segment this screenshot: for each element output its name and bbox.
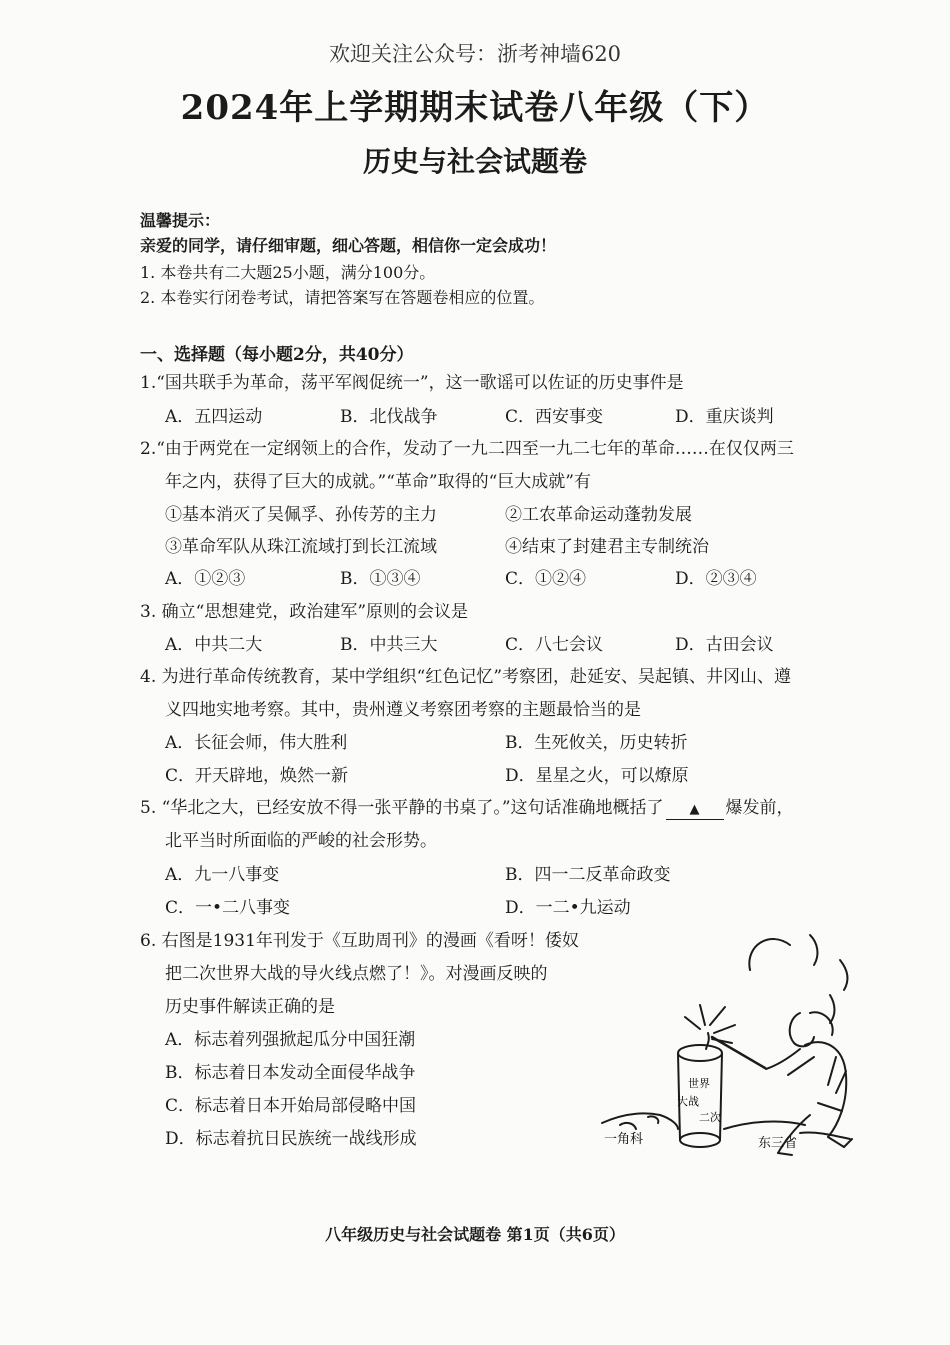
ground-label-left: 一角科: [604, 1132, 644, 1147]
q5-option-b: B．四一二反革命政变: [505, 865, 671, 885]
exam-subtitle: 历史与社会试题卷: [362, 145, 587, 178]
q6-option-c: C．标志着日本开始局部侵略中国: [165, 1096, 417, 1116]
q2-option-b: B．①③④: [340, 569, 421, 589]
q1-option-d: D．重庆谈判: [675, 407, 774, 427]
page-footer: 八年级历史与社会试题卷 第1页（共6页）: [325, 1225, 625, 1244]
q4-option-b: B．生死攸关，历史转折: [505, 733, 688, 753]
firecracker-text-3: 二次: [699, 1111, 721, 1124]
q3-option-d: D．古田会议: [675, 635, 774, 655]
q1-option-b: B．北伐战争: [340, 407, 438, 427]
question-6-stem-line-2: 把二次世界大战的导火线点燃了！》。对漫画反映的: [165, 964, 548, 984]
q6-option-d: D．标志着抗日民族统一战线形成: [165, 1129, 417, 1149]
question-4-stem-line-1: 4. 为进行革命传统教育，某中学组织“红色记忆”考察团，赴延安、吴起镇、井冈山、遵: [140, 667, 792, 687]
question-3-stem: 3. 确立“思想建党，政治建军”原则的会议是: [140, 602, 469, 622]
question-6-stem-line-3: 历史事件解读正确的是: [165, 997, 335, 1017]
answer-blank: ▲: [666, 801, 724, 820]
q4-option-c: C．开天辟地，焕然一新: [165, 766, 349, 786]
q2-item-4: ④结束了封建君主专制统治: [505, 537, 709, 557]
question-4-stem-line-2: 义四地实地考察。其中，贵州遵义考察团考察的主题最恰当的是: [165, 700, 641, 720]
question-1-stem: 1.“国共联手为革命，荡平军阀促统一”，这一歌谣可以佐证的历史事件是: [140, 373, 684, 393]
question-5-stem-part-2: 爆发前，: [725, 798, 794, 818]
q3-option-b: B．中共三大: [340, 635, 438, 655]
q4-option-a: A．长征会师，伟大胜利: [165, 733, 348, 753]
question-2-stem-line-2: 年之内，获得了巨大的成就。”“革命”取得的“巨大成就”有: [165, 472, 591, 492]
q6-option-a: A．标志着列强掀起瓜分中国狂潮: [165, 1030, 416, 1050]
ground-label-right: 东三省: [758, 1136, 798, 1151]
firecracker-text-2: 大战: [677, 1095, 699, 1108]
exam-title: 2024年上学期期末试卷八年级（下）: [180, 88, 770, 128]
question-5-stem-part-1: 5. “华北之大，已经安放不得一张平静的书桌了。”这句话准确地概括了: [140, 798, 664, 818]
q5-option-c: C．一•二八事变: [165, 898, 291, 918]
q2-option-c: C．①②④: [505, 569, 587, 589]
tips-line-1: 亲爱的同学，请仔细审题，细心答题，相信你一定会成功！: [140, 236, 557, 255]
q2-item-3: ③革命军队从珠江流域打到长江流域: [165, 537, 437, 557]
q2-item-2: ②工农革命运动蓬勃发展: [505, 505, 692, 525]
section-heading: 一、选择题（每小题2分，共40分）: [140, 345, 414, 365]
q3-option-a: A．中共二大: [165, 635, 263, 655]
q3-option-c: C．八七会议: [505, 635, 604, 655]
question-6-stem-line-1: 6. 右图是1931年刊发于《互助周刊》的漫画《看呀！倭奴: [140, 931, 579, 951]
q5-option-a: A．九一八事变: [165, 865, 280, 885]
q5-option-d: D．一二•九运动: [505, 898, 631, 918]
tips-heading: 温馨提示：: [140, 211, 221, 230]
q2-option-d: D．②③④: [675, 569, 757, 589]
question-2-stem-line-1: 2.“由于两党在一定纲领上的合作，发动了一九二四至一九二七年的革命……在仅仅两三: [140, 439, 794, 459]
question-5-stem-line-1: [140, 796, 794, 820]
tips-line-2: 1. 本卷共有二大题25小题，满分100分。: [140, 263, 436, 282]
q1-option-c: C．西安事变: [505, 407, 604, 427]
tips-line-3: 2. 本卷实行闭卷考试，请把答案写在答题卷相应的位置。: [140, 288, 545, 307]
cartoon-illustration: [600, 925, 875, 1170]
q6-option-b: B．标志着日本发动全面侵华战争: [165, 1063, 416, 1083]
q2-option-a: A．①②③: [165, 569, 246, 589]
watermark-text: 欢迎关注公众号：浙考神墙620: [328, 42, 622, 66]
question-5-stem-line-2: 北平当时所面临的严峻的社会形势。: [165, 831, 437, 851]
q4-option-d: D．星星之火，可以燎原: [505, 766, 689, 786]
firecracker-text-1: 世界: [688, 1077, 710, 1090]
q2-item-1: ①基本消灭了吴佩孚、孙传芳的主力: [165, 505, 437, 525]
q1-option-a: A．五四运动: [165, 407, 263, 427]
